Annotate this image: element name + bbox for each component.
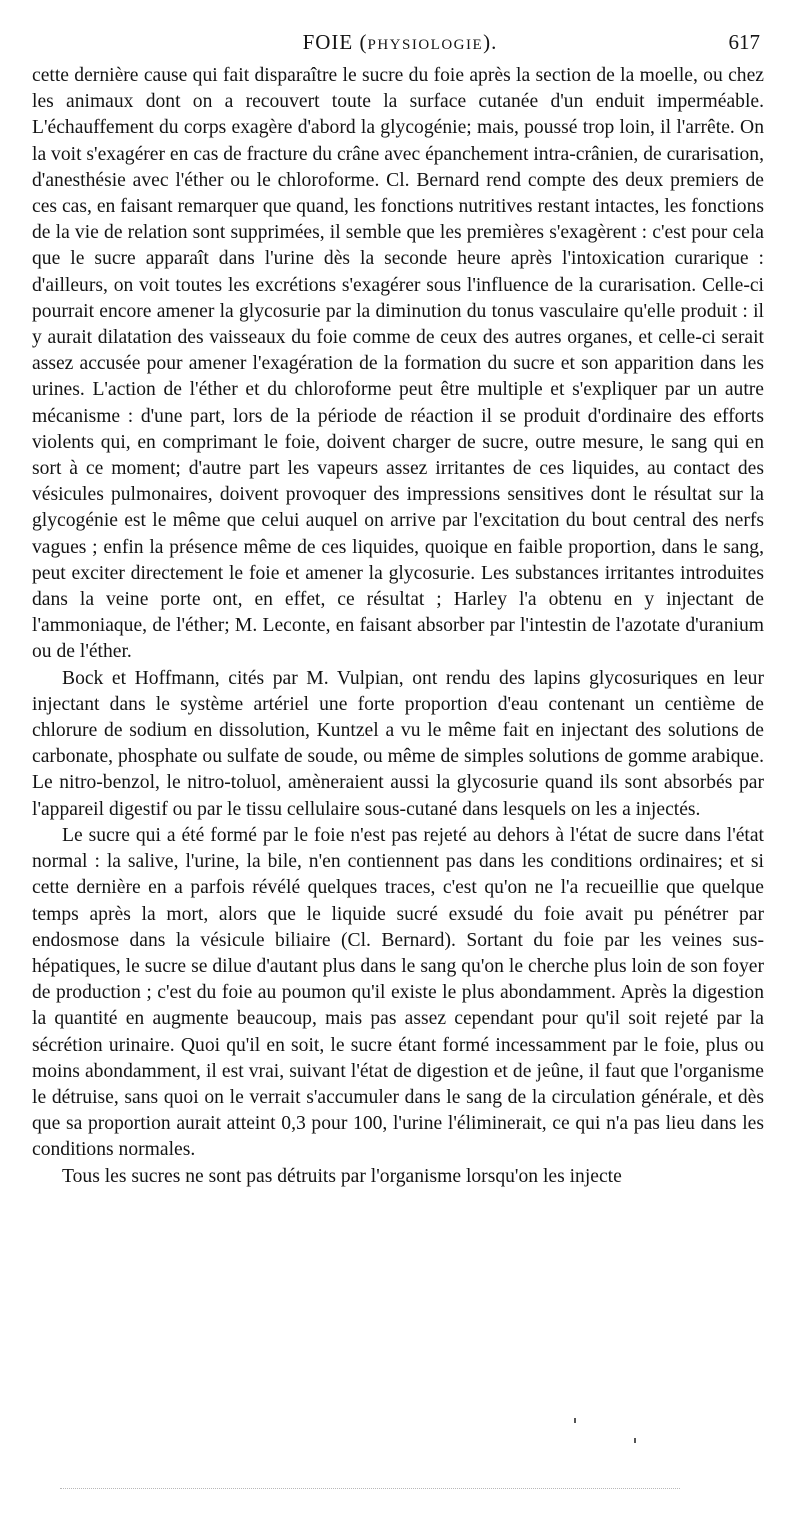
running-title-subject: PHYSIOLOGIE <box>367 37 484 53</box>
page-number: 617 <box>728 30 760 54</box>
running-title-end: ). <box>483 30 498 54</box>
scan-bottom-noise <box>60 1488 680 1491</box>
paragraph-continuation: cette dernière cause qui fait disparaître le sucre du foie après la section de la moelle, ou chez les animaux dont on a recouvert toute la surface cutanée d'un enduit imperméable. L'échauffement du corps exagère d'abord la glycogénie; mais, poussé trop loin, il l'arrête. On la voit s'exagérer en cas de fracture du crâne avec épanchement intra-crânien, de curarisation, d'anesthésie avec l'éther ou le chloroforme. Cl. Bernard rend compte des deux premiers de ces cas, en faisant remarquer que quand, les fonctions nutritives restant intactes, les fonctions de la vie de relation sont supprimées, il semble que les premières s'exagèrent : c'est pour cela que le sucre apparaît dans l'urine dès la seconde heure après l'intoxication curarique : d'ailleurs, on voit toutes les excrétions s'exagérer sous l'influence de la curarisation. Celle-ci pourrait encore amener la glycosurie par la diminution du tonus vasculaire qu'elle produit : il y aurait dilatation des vaisseaux du foie comme de ceux des autres organes, et celle-ci serait assez accusée pour amener l'exagération de la formation du sucre et son apparition dans les urines. L'action de l'éther et du chloroforme peut être multiple et s'expliquer par un autre mécanisme : d'une part, lors de la période de réaction il se produit d'ordinaire des efforts violents qui, en comprimant le foie, doivent charger de sucre, outre mesure, le sang qui en sort à ce moment; d'autre part les vapeurs assez irritantes de ces liquides, au contact des vésicules pulmonaires, doivent provoquer des impressions sensitives dont le résultat sur la glycogénie est le même que celui auquel on arrive par l'excitation du bout central des nerfs vagues ; enfin la présence même de ces liquides, quoique en faible proportion, dans le sang, peut exciter directement le foie et amener la glycosurie. Les substances irritantes introduites dans la veine porte ont, en effet, ce résultat ; Harley l'a obtenu en y injectant de l'ammoniaque, de l'éther; M. Leconte, en faisant absorber par l'intestin de l'azotate d'uranium ou de l'éther. <box>32 65 764 663</box>
running-title-main: FOIE ( <box>302 30 368 54</box>
scan-speck <box>634 1438 636 1443</box>
running-header <box>30 30 770 60</box>
paragraph-tous-les-sucres: Tous les sucres ne sont pas détruits par l'organisme lorsqu'on les injecte <box>62 1165 622 1187</box>
paragraph-bock-hoffmann: Bock et Hoffmann, cités par M. Vulpian, ont rendu des lapins glycosuriques en leur injectant dans le système artériel une forte proportion d'eau contenant un centième de chlorure de sodium en dissolution, Kuntzel a vu le même fait en injectant des solutions de carbonate, phosphate ou sulfate de soude, ou même de simples solutions de gomme arabique. Le nitro-benzol, le nitro-toluol, amèneraient aussi la glycosurie quand ils sont absorbés par l'appareil digestif ou par le tissu cellulaire sous-cutané dans lesquels on les a injectés. <box>32 667 764 820</box>
body-text <box>32 63 764 1190</box>
scan-speck <box>574 1418 576 1423</box>
paragraph-sucre-foie: Le sucre qui a été formé par le foie n'est pas rejeté au dehors à l'état de sucre dans l'état normal : la salive, l'urine, la bile, n'en contiennent pas dans les conditions ordinaires; et si cette dernière en a parfois révélé quelques traces, c'est qu'on ne l'a recueillie que quelque temps après la mort, alors que le liquide sucré exsudé du foie avait pu pénétrer par endosmose dans la vésicule biliaire (Cl. Bernard). Sortant du foie par les veines sus-hépatiques, le sucre se dilue d'autant plus dans le sang qu'on le cherche plus loin de son foyer de production ; c'est du foie au poumon qu'il existe le plus abondamment. Après la digestion la quantité en augmente beaucoup, mais pas assez cependant pour qu'il soit rejeté par la sécrétion urinaire. Quoi qu'il en soit, le sucre étant formé incessamment par le foie, plus ou moins abondamment, il est vrai, suivant l'état de digestion et de jeûne, il faut que l'organisme le détruise, sans quoi on le verrait s'accumuler dans le sang de la circulation générale, et dès que sa proportion aurait atteint 0,3 pour 100, l'urine l'éliminerait, ce qui n'a pas lieu dans les conditions normales. <box>32 824 764 1161</box>
running-title <box>30 30 770 55</box>
